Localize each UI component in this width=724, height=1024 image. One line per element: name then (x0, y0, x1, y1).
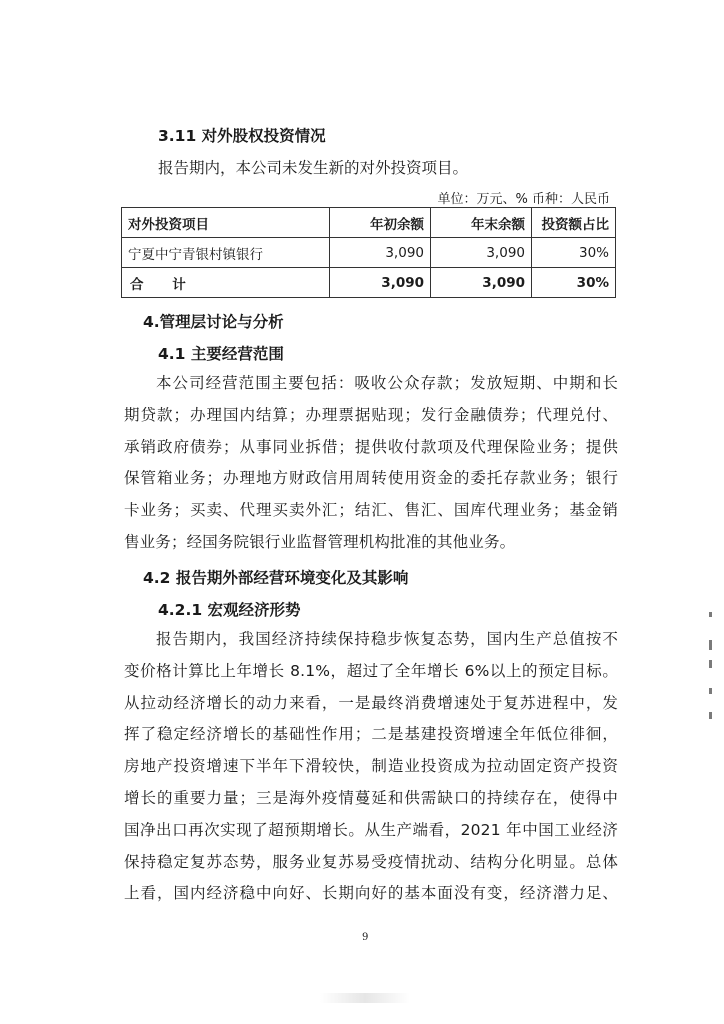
scan-artifact (709, 660, 712, 668)
investment-table (121, 207, 616, 298)
section-3-11-text: 报告期内，本公司未发生新的对外投资项目。 (158, 159, 469, 177)
paragraph-line: 增长的重要力量；三是海外疫情蔓延和供需缺口的持续存在，使得中 (124, 788, 618, 807)
unit-note: 单位：万元、% 币种：人民币 (437, 192, 610, 207)
section-4-1-heading: 4.1 主要经营范围 (158, 345, 284, 363)
scan-smudge (320, 993, 410, 1003)
paragraph-line: 国净出口再次实现了超预期增长。从生产端看，2021 年中国工业经济 (124, 820, 618, 839)
table-row (122, 238, 616, 268)
scan-artifact (709, 612, 712, 617)
table-header-cell: 对外投资项目 (122, 208, 330, 238)
table-cell: 宁夏中宁青银村镇银行 (122, 238, 330, 268)
paragraph-line: 挥了稳定经济增长的基础性作用；二是基建投资增速全年低位徘徊， (124, 725, 618, 744)
table-header-cell: 投资额占比 (532, 208, 616, 238)
table-header-row (122, 208, 616, 238)
table-cell: 3,090 (330, 268, 431, 298)
paragraph-line: 房地产投资增速下半年下滑较快，制造业投资成为拉动固定资产投资 (124, 757, 618, 776)
paragraph-line: 变价格计算比上年增长 8.1%，超过了全年增长 6%以上的预定目标。 (124, 661, 618, 680)
scan-artifact (709, 688, 712, 694)
paragraph-line: 上看，国内经济稳中向好、长期向好的基本面没有变，经济潜力足、 (124, 884, 618, 903)
table-total-row (122, 268, 616, 298)
section-4-2-1-heading: 4.2.1 宏观经济形势 (158, 601, 301, 619)
table-cell: 30% (532, 268, 616, 298)
paragraph-line: 从拉动经济增长的动力来看，一是最终消费增速处于复苏进程中，发 (124, 693, 618, 712)
paragraph-line: 期贷款；办理国内结算；办理票据贴现；发行金融债券；代理兑付、 (124, 405, 618, 424)
table-header-cell: 年末余额 (431, 208, 532, 238)
table-cell: 3,090 (431, 238, 532, 268)
paragraph-line: 保持稳定复苏态势，服务业复苏易受疫情扰动、结构分化明显。总体 (124, 852, 618, 871)
paragraph-line: 卡业务；买卖、代理买卖外汇；结汇、售汇、国库代理业务；基金销 (124, 501, 618, 520)
section-4-2-heading: 4.2 报告期外部经营环境变化及其影响 (143, 569, 409, 587)
section-4-1-paragraph (124, 368, 618, 559)
paragraph-line: 报告期内，我国经济持续保持稳步恢复态势，国内生产总值按不 (156, 630, 618, 648)
paragraph-line: 售业务；经国务院银行业监督管理机构批准的其他业务。 (124, 532, 516, 551)
table-cell: 3,090 (431, 268, 532, 298)
section-4-heading: 4.管理层讨论与分析 (143, 313, 284, 331)
paragraph-line: 本公司经营范围主要包括：吸收公众存款；发放短期、中期和长 (156, 374, 618, 392)
paragraph-line: 保管箱业务；办理地方财政信用周转使用资金的委托存款业务；银行 (124, 469, 618, 488)
table-cell: 30% (532, 238, 616, 268)
section-3-11-heading: 3.11 对外股权投资情况 (158, 127, 326, 145)
scan-artifact (709, 712, 712, 719)
section-4-2-1-paragraph (124, 624, 618, 910)
table-cell: 合 计 (122, 268, 330, 298)
scan-artifact (709, 640, 712, 650)
table-cell: 3,090 (330, 238, 431, 268)
page-number: 9 (362, 932, 369, 943)
paragraph-line: 承销政府债券；从事同业拆借；提供收付款项及代理保险业务；提供 (124, 437, 618, 456)
table-header-cell: 年初余额 (330, 208, 431, 238)
